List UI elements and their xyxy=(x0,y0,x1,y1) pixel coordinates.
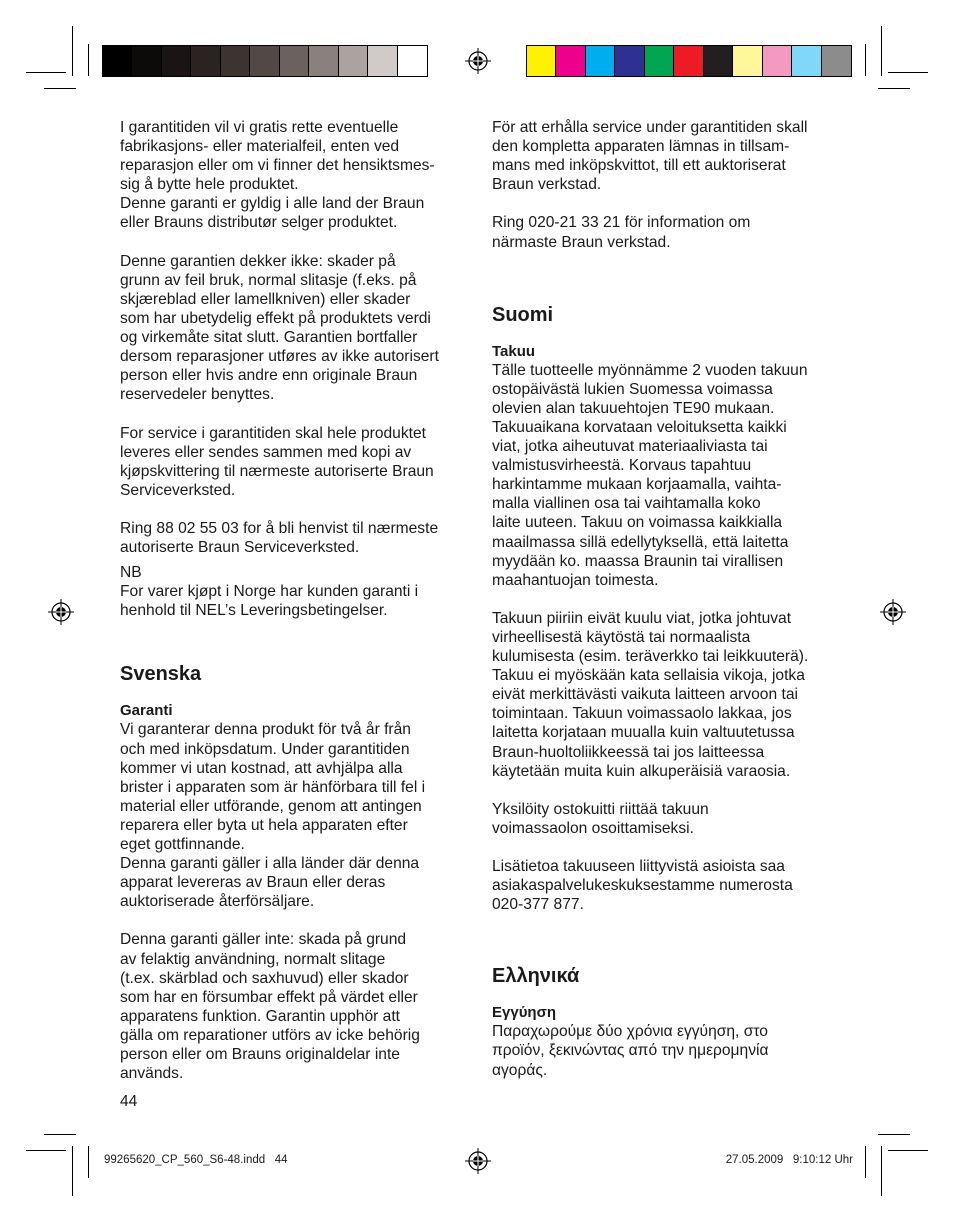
color-swatch xyxy=(763,46,792,76)
greek-guarantee-paragraph: Παραχωρούμε δύο χρόνια εγγύηση, στο προϊόν, ξεκινώντας από την ημερομηνία αγοράς. xyxy=(492,1023,769,1079)
color-swatch xyxy=(586,46,615,76)
subheading-takuu: Takuu xyxy=(492,342,536,360)
norwegian-nb-paragraph: NB For varer kjøpt i Norge har kunden garanti i henhold til NEL’s Leveringsbetingelser. xyxy=(120,564,419,620)
section-heading-svenska: Svenska xyxy=(120,663,202,686)
section-heading-greek: Ελληνικά xyxy=(492,965,580,988)
crop-mark xyxy=(44,1134,76,1135)
color-swatch xyxy=(398,46,427,76)
color-swatch xyxy=(103,46,132,76)
color-swatch xyxy=(250,46,279,76)
color-swatch xyxy=(556,46,585,76)
crop-mark xyxy=(865,44,866,76)
registration-mark-icon xyxy=(465,1148,491,1174)
subheading-garanti: Garanti xyxy=(120,702,173,720)
crop-mark xyxy=(72,1146,73,1196)
crop-mark xyxy=(888,1150,928,1151)
registration-mark-icon xyxy=(465,48,491,74)
color-swatch xyxy=(733,46,762,76)
crop-mark xyxy=(881,1146,882,1196)
color-swatch xyxy=(615,46,644,76)
crop-mark xyxy=(44,88,76,89)
norwegian-service-paragraph: For service i garantitiden skal hele produktet leveres eller sendes sammen med kopi av kjøpskvittering til nærmeste autoriserte Braun Serviceverksted. xyxy=(120,424,434,499)
finnish-receipt-paragraph: Yksilöity ostokuitti riittää takuun voimassaolon osoittamiseksi. xyxy=(492,800,709,837)
right-column xyxy=(492,118,842,1080)
subheading-eggyisi: Εγγύηση xyxy=(492,1004,557,1022)
crop-mark xyxy=(878,88,910,89)
crop-mark xyxy=(26,1150,66,1151)
finnish-guarantee-paragraph: Tälle tuotteelle myönnämme 2 vuoden takuun ostopäivästä lukien Suomessa voimassa olevien alan takuuehtojen TE90 mukaan. Takuuaikana korvataan veloituksetta kaikki viat, jotka aiheutuvat materiaaliviasta tai valmistusvirheestä. Korvaus tapahtuu harkintamme mukaan korjaamalla, vaihta- malla viallinen osa tai vaihtamalla koko laite uuteen. Takuu on voimassa kaikkialla maailmassa sillä edellytyksellä, että laitetta myydään ko. maassa Braunin tai virallisen maahantuojan toimesta. xyxy=(492,361,808,589)
color-swatch xyxy=(368,46,397,76)
color-swatch xyxy=(162,46,191,76)
finnish-exclusions-paragraph: Takuun piiriin eivät kuulu viat, jotka johtuvat virheellisestä käytöstä tai normaalista kulumisesta (esim. teräverkko tai leikkuuterä). Takuu ei myöskään kata sellaisia vikoja, jotka eivät merkittävästi vaikuta laitteen arvoon tai toimintaan. Takuun voimassaolo lakkaa, jos laitetta korjataan muualla kuin valtuutetussa Braun-huoltoliikkeessä tai jos laitteessa käytetään muita kuin alkuperäisiä varaosia. xyxy=(492,609,809,780)
swedish-phone-paragraph: Ring 020-21 33 21 för information om närmaste Braun verkstad. xyxy=(492,214,751,251)
color-swatch xyxy=(309,46,338,76)
footer-date-info: 27.05.2009 9:10:12 Uhr xyxy=(725,1154,853,1166)
process-color-bar xyxy=(526,45,852,77)
footer-file-info: 99265620_CP_560_S6-48.indd 44 xyxy=(104,1154,288,1166)
color-swatch xyxy=(645,46,674,76)
swedish-service-paragraph: För att erhålla service under garantitiden skall den kompletta apparaten lämnas in tillsam- mans med inköpskvittot, till ett auktoriserat Braun verkstad. xyxy=(492,119,808,194)
norwegian-exclusions-paragraph: Denne garantien dekker ikke: skader på grunn av feil bruk, normal slitasje (f.eks. på skjæreblad eller lamellkniven) eller skader som har ubetydelig effekt på produktets verdi og virkemåte sitat slutt. Garantien bortfaller dersom reparasjoner utføres av ikke autorisert person eller hvis andre enn originale Braun reservedeler benyttes. xyxy=(120,252,439,404)
section-heading-suomi: Suomi xyxy=(492,303,554,326)
color-swatch xyxy=(527,46,556,76)
color-swatch xyxy=(132,46,161,76)
crop-mark xyxy=(72,26,73,76)
swedish-exclusions-paragraph: Denna garanti gäller inte: skada på grund av felaktig användning, normalt slitage (t.ex. skärblad och saxhuvud) eller skador som har en försumbar effekt på värdet eller apparatens funktion. Garantin upphör att gälla om reparationer utförs av icke behörig person eller om Brauns originaldelar inte används. xyxy=(120,931,420,1083)
left-column xyxy=(120,118,470,1083)
norwegian-phone-paragraph: Ring 88 02 55 03 for å bli henvist til nærmeste autoriserte Braun Serviceverksted. xyxy=(120,519,439,557)
color-swatch xyxy=(822,46,851,76)
registration-mark-icon xyxy=(48,599,74,625)
grayscale-color-bar xyxy=(102,45,428,77)
color-swatch xyxy=(191,46,220,76)
crop-mark xyxy=(865,1146,866,1178)
crop-mark xyxy=(88,44,89,76)
norwegian-guarantee-paragraph: I garantitiden vil vi gratis rette eventuelle fabrikasjons- eller materialfeil, enten ved reparasjon eller om vi finner det hensiktsmes- sig å bytte hele produktet. Denne garanti er gyldig i alle land der Braun eller Brauns distributør selger produktet. xyxy=(120,119,435,232)
color-swatch xyxy=(674,46,703,76)
crop-mark xyxy=(881,26,882,76)
registration-mark-icon xyxy=(880,599,906,625)
crop-mark xyxy=(888,72,928,73)
crop-mark xyxy=(88,1146,89,1178)
page-number: 44 xyxy=(120,1093,138,1110)
crop-mark xyxy=(26,72,66,73)
color-swatch xyxy=(339,46,368,76)
color-swatch xyxy=(704,46,733,76)
crop-mark xyxy=(878,1134,910,1135)
finnish-contact-paragraph: Lisätietoa takuuseen liittyvistä asioista saa asiakaspalvelukeskuksestamme numerosta 020-377 877. xyxy=(492,858,793,914)
color-swatch xyxy=(221,46,250,76)
color-swatch xyxy=(792,46,821,76)
color-swatch xyxy=(280,46,309,76)
swedish-guarantee-paragraph: Vi garanterar denna produkt för två år från och med inköpsdatum. Under garantitiden kommer vi utan kostnad, att avhjälpa alla brister i apparaten som är hänförbara till fel i material eller utförande, genom att antingen reparera eller byta ut hela apparaten efter eget gottfinnande. Denna garanti gäller i alla länder där denna apparat levereras av Braun eller deras auktoriserade återförsäljare. xyxy=(120,721,426,911)
